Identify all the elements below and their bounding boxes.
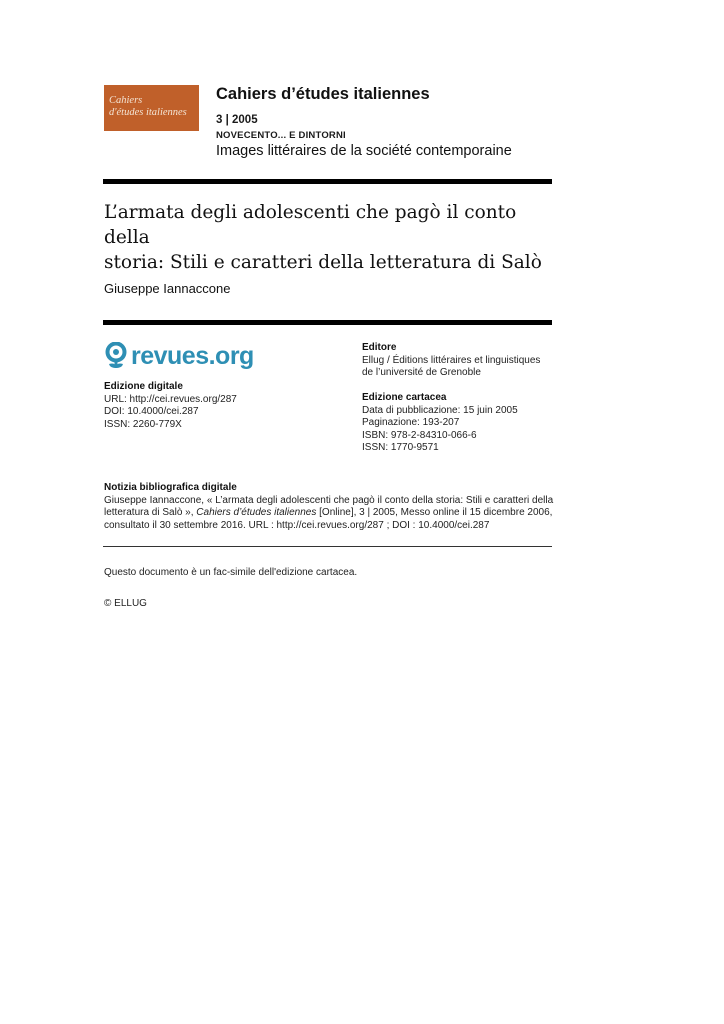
article-author: Giuseppe Iannaccone — [104, 281, 231, 296]
print-edition-date: Data di pubblicazione: 15 juin 2005 — [362, 404, 518, 416]
print-edition-pages: Paginazione: 193-207 — [362, 417, 460, 428]
citation-line2-pre: letteratura di Salò », — [104, 507, 197, 518]
journal-logo — [104, 85, 199, 131]
issue-theme: NOVECENTO... E DINTORNI — [216, 130, 346, 141]
publisher-heading: Editore — [362, 342, 397, 353]
article-title — [104, 200, 564, 275]
citation-line2-post: [Online], 3 | 2005, Messo online il 15 dicembre 2006, — [316, 507, 553, 518]
citation-heading: Notizia bibliografica digitale — [104, 482, 237, 493]
issue-subtitle: Images littéraires de la société contemporaine — [216, 143, 512, 159]
citation-line1: Giuseppe Iannaccone, « L’armata degli adolescenti che pagò il conto della storia: Stili e caratteri della — [104, 494, 554, 506]
citation-journal-name: Cahiers d’études italiennes — [196, 507, 317, 518]
copyright: © ELLUG — [104, 598, 147, 609]
revues-logo — [104, 342, 254, 370]
digital-edition-block — [104, 381, 237, 431]
print-edition-block — [362, 392, 518, 455]
publisher-block — [362, 342, 540, 380]
journal-logo-line1: Cahiers — [109, 95, 143, 106]
article-title-line2: storia: Stili e caratteri della letteratura di Salò — [104, 252, 542, 273]
publisher-line2: de l’université de Grenoble — [362, 367, 481, 378]
revues-flower-icon — [104, 342, 128, 370]
revues-logo-text: revues.org — [131, 341, 254, 370]
journal-logo-line2: d'études italiennes — [109, 107, 187, 118]
digital-edition-url: URL: http://cei.revues.org/287 — [104, 393, 237, 405]
journal-title: Cahiers d’études italiennes — [216, 85, 430, 103]
print-edition-heading: Edizione cartacea — [362, 392, 447, 403]
facsimile-note: Questo documento è un fac-simile dell'edizione cartacea. — [104, 567, 358, 578]
citation-line3: consultato il 30 settembre 2016. URL : http://cei.revues.org/287 ; DOI : 10.4000/cei.287 — [104, 519, 490, 531]
bottom-divider — [103, 546, 552, 547]
digital-edition-heading: Edizione digitale — [104, 381, 183, 392]
print-edition-isbn: ISBN: 978-2-84310-066-6 — [362, 429, 477, 441]
top-divider — [103, 179, 552, 184]
publisher-line1: Ellug / Éditions littéraires et linguistiques — [362, 354, 541, 366]
print-edition-issn: ISSN: 1770-9571 — [362, 442, 439, 453]
digital-edition-issn: ISSN: 2260-779X — [104, 418, 182, 430]
issue-number: 3 | 2005 — [216, 114, 258, 126]
citation-block — [104, 482, 554, 532]
citation-line2 — [104, 507, 554, 520]
article-title-line1: L’armata degli adolescenti che pagò il conto della — [104, 202, 517, 248]
digital-edition-doi: DOI: 10.4000/cei.287 — [104, 406, 199, 417]
middle-divider — [103, 320, 552, 325]
